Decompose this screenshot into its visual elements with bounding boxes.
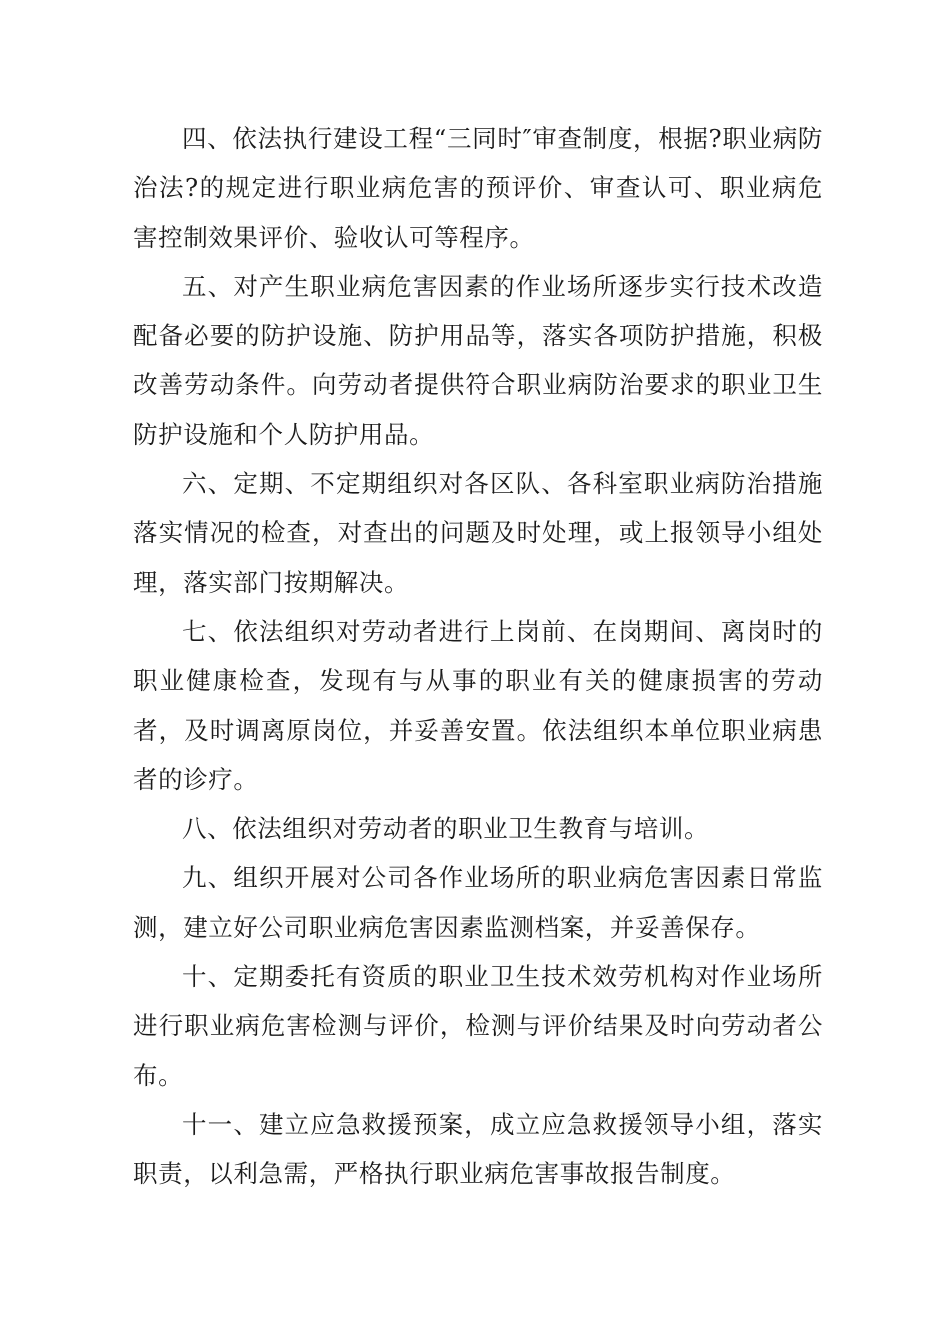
paragraph-item-4: 四、依法执行建设工程“三同时″审查制度，根据?职业病防治法?的规定进行职业病危害的预评价、审查认可、职业病危害控制效果评价、验收认可等程序。 (133, 124, 823, 252)
paragraph-item-9: 九、组织开展对公司各作业场所的职业病危害因素日常监测，建立好公司职业病危害因素监测档案，并妥善保存。 (133, 863, 823, 942)
paragraph-item-10: 十、定期委托有资质的职业卫生技术效劳机构对作业场所进行职业病危害检测与评价，检测与评价结果及时向劳动者公布。 (133, 962, 823, 1090)
paragraph-item-6: 六、定期、不定期组织对各区队、各科室职业病防治措施落实情况的检查，对查出的问题及时处理，或上报领导小组处理，落实部门按期解决。 (133, 469, 823, 597)
document-body (133, 114, 823, 1199)
paragraph-item-11: 十一、建立应急救援预案，成立应急救援领导小组，落实职责，以利急需，严格执行职业病危害事故报告制度。 (133, 1109, 823, 1189)
paragraph-item-5: 五、对产生职业病危害因素的作业场所逐步实行技术改造配备必要的防护设施、防护用品等，落实各项防护措施，积极改善劳动条件。向劳动者提供符合职业病防治要求的职业卫生防护设施和个人防护用品。 (133, 271, 823, 449)
paragraph-item-8: 八、依法组织对劳动者的职业卫生教育与培训。 (182, 814, 710, 844)
paragraph-item-7: 七、依法组织对劳动者进行上岗前、在岗期间、离岗时的职业健康检查，发现有与从事的职业有关的健康损害的劳动者，及时调离原岗位，并妥善安置。依法组织本单位职业病患者的诊疗。 (133, 616, 823, 794)
